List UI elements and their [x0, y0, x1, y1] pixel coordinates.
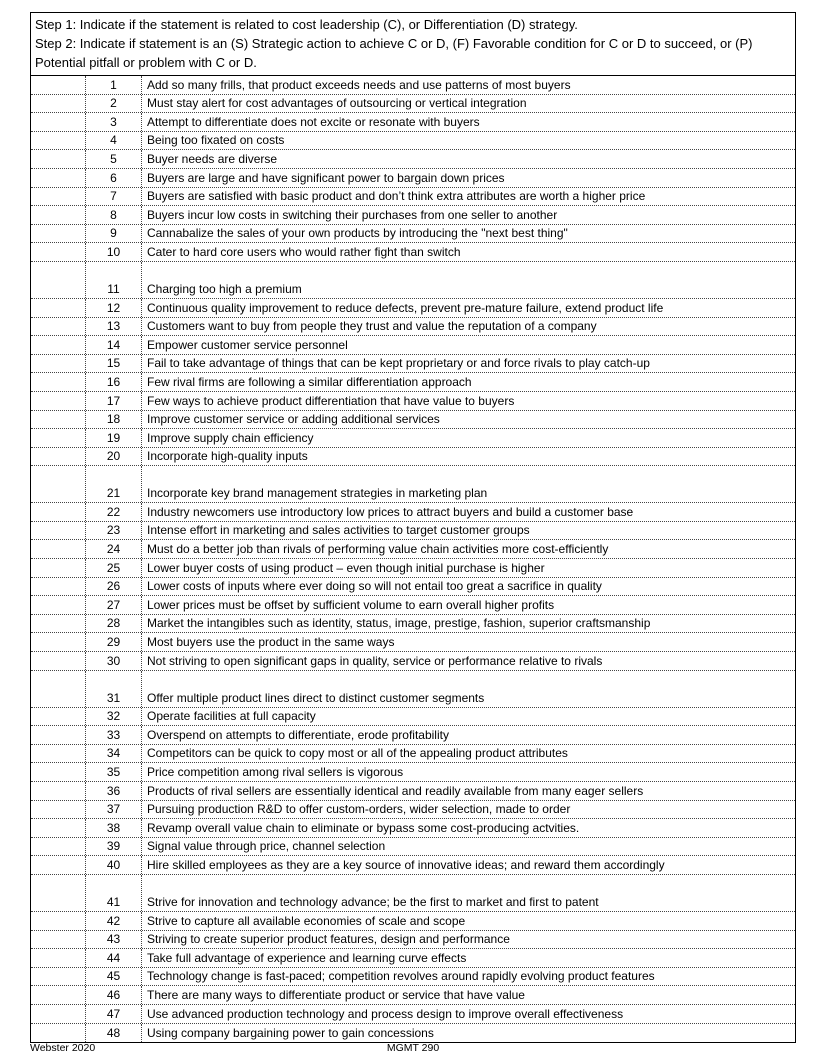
answer-cell[interactable]: [31, 206, 86, 224]
statement-text: Market the intangibles such as identity, status, image, prestige, fashion, superior craftsmanship: [147, 616, 651, 631]
row-number: 34: [86, 745, 142, 763]
row-number: 20: [86, 448, 142, 466]
statement-text: Buyers are satisfied with basic product and don’t think extra attributes are worth a higher price: [147, 189, 646, 204]
table-row: [31, 262, 795, 299]
table-row: [31, 318, 795, 337]
statement-text: Strive to capture all available economies of scale and scope: [147, 913, 466, 928]
row-number: 26: [86, 578, 142, 596]
answer-cell[interactable]: [31, 113, 86, 131]
row-number: 27: [86, 596, 142, 614]
row-number: 5: [86, 150, 142, 168]
row-number: 29: [86, 633, 142, 651]
row-number: 36: [86, 782, 142, 800]
table-row: [31, 448, 795, 467]
row-number: 43: [86, 931, 142, 949]
answer-cell[interactable]: [31, 503, 86, 521]
table-row: [31, 633, 795, 652]
answer-cell[interactable]: [31, 299, 86, 317]
row-number: 1: [86, 76, 142, 94]
table-row: [31, 429, 795, 448]
row-number: 48: [86, 1024, 142, 1043]
statement-text: Signal value through price, channel selection: [147, 839, 386, 854]
row-number: 10: [86, 243, 142, 261]
table-row: [31, 76, 795, 95]
statement-text: Industry newcomers use introductory low prices to attract buyers and build a customer base: [147, 504, 634, 519]
statement-text: Strive for innovation and technology advance; be the first to market and first to patent: [147, 894, 599, 909]
row-number: 11: [86, 262, 142, 298]
answer-cell[interactable]: [31, 392, 86, 410]
statement-text: Improve customer service or adding additional services: [147, 412, 440, 427]
answer-cell[interactable]: [31, 429, 86, 447]
answer-cell[interactable]: [31, 596, 86, 614]
statement-text: Incorporate high-quality inputs: [147, 449, 308, 464]
row-number: 6: [86, 169, 142, 187]
row-number: 40: [86, 856, 142, 874]
table-row: [31, 113, 795, 132]
row-number: 2: [86, 95, 142, 113]
statement-text: Striving to create superior product features, design and performance: [147, 932, 510, 947]
answer-cell[interactable]: [31, 132, 86, 150]
table-row: [31, 540, 795, 559]
row-number: 15: [86, 355, 142, 373]
statement-text: Hire skilled employees as they are a key source of innovative ideas; and reward them accordingly: [147, 857, 665, 872]
answer-cell[interactable]: [31, 318, 86, 336]
table-row: [31, 411, 795, 430]
row-number: 31: [86, 671, 142, 707]
statement-text: Use advanced production technology and process design to improve overall effectiveness: [147, 1006, 624, 1021]
row-number: 42: [86, 912, 142, 930]
statement-text: Pursuing production R&D to offer custom-orders, wider selection, made to order: [147, 802, 571, 817]
answer-cell[interactable]: [31, 76, 86, 94]
instructions-box: [30, 12, 796, 76]
footer-course: MGMT 290: [386, 1042, 440, 1054]
table-row: [31, 652, 795, 671]
statements-table: [30, 76, 796, 1043]
table-row: [31, 95, 795, 114]
statement-text: Most buyers use the product in the same ways: [147, 635, 395, 650]
statement-text: Attempt to differentiate does not excite or resonate with buyers: [147, 114, 480, 129]
answer-cell[interactable]: [31, 169, 86, 187]
statement-text: Improve supply chain efficiency: [147, 430, 314, 445]
statement-text: Lower buyer costs of using product – even though initial purchase is higher: [147, 560, 545, 575]
row-number: 41: [86, 875, 142, 911]
answer-cell[interactable]: [31, 448, 86, 466]
table-row: [31, 726, 795, 745]
answer-cell[interactable]: [31, 986, 86, 1004]
statement-text: Empower customer service personnel: [147, 337, 348, 352]
answer-cell[interactable]: [31, 856, 86, 874]
answer-cell[interactable]: [31, 671, 86, 707]
answer-cell[interactable]: [31, 559, 86, 577]
table-row: [31, 132, 795, 151]
instruction-step1: Step 1: Indicate if the statement is related to cost leadership (C), or Differentiation (D) strategy.: [35, 17, 578, 32]
row-number: 21: [86, 466, 142, 502]
answer-cell[interactable]: [31, 708, 86, 726]
table-row: [31, 336, 795, 355]
statement-text: Operate facilities at full capacity: [147, 709, 316, 724]
table-row: [31, 819, 795, 838]
row-number: 25: [86, 559, 142, 577]
table-row: [31, 169, 795, 188]
table-row: [31, 875, 795, 912]
answer-cell[interactable]: [31, 875, 86, 911]
answer-cell[interactable]: [31, 633, 86, 651]
statement-text: Technology change is fast-paced; competition revolves around rapidly evolving product features: [147, 969, 655, 984]
row-number: 28: [86, 615, 142, 633]
table-row: [31, 355, 795, 374]
table-row: [31, 503, 795, 522]
statement-text: Overspend on attempts to differentiate, erode profitability: [147, 727, 449, 742]
answer-cell[interactable]: [31, 801, 86, 819]
statement-text: Intense effort in marketing and sales activities to target customer groups: [147, 523, 530, 538]
statement-text: Buyers incur low costs in switching their purchases from one seller to another: [147, 207, 558, 222]
answer-cell[interactable]: [31, 949, 86, 967]
row-number: 8: [86, 206, 142, 224]
statement-text: Cannabalize the sales of your own products by introducing the "next best thing": [147, 226, 568, 241]
statement-text: Price competition among rival sellers is vigorous: [147, 765, 404, 779]
statement-text: Competitors can be quick to copy most or all of the appealing product attributes: [147, 746, 568, 761]
answer-cell[interactable]: [31, 262, 86, 298]
row-number: 47: [86, 1005, 142, 1023]
table-row: [31, 671, 795, 708]
answer-cell[interactable]: [31, 336, 86, 354]
table-row: [31, 596, 795, 615]
page-footer: [30, 1040, 796, 1054]
statement-text: Must stay alert for cost advantages of outsourcing or vertical integration: [147, 96, 527, 111]
row-number: 30: [86, 652, 142, 670]
table-row: [31, 745, 795, 764]
statement-text: Products of rival sellers are essentially identical and readily available from many eager sellers: [147, 783, 644, 798]
statement-text: Buyer needs are diverse: [147, 151, 278, 166]
answer-cell[interactable]: [31, 373, 86, 391]
statement-text: Lower prices must be offset by sufficient volume to earn overall higher profits: [147, 597, 555, 612]
row-number: 18: [86, 411, 142, 429]
statement-text: Cater to hard core users who would rather fight than switch: [147, 244, 461, 259]
table-row: [31, 243, 795, 262]
row-number: 35: [86, 763, 142, 781]
answer-cell[interactable]: [31, 578, 86, 596]
row-number: 24: [86, 540, 142, 558]
statement-text: Customers want to buy from people they trust and value the reputation of a company: [147, 319, 597, 334]
answer-cell[interactable]: [31, 968, 86, 986]
statement-text: Fail to take advantage of things that can be kept proprietary or and force rivals to play catch-up: [147, 356, 650, 371]
answer-cell[interactable]: [31, 355, 86, 373]
table-row: [31, 1005, 795, 1024]
statements-table-body: [31, 76, 795, 1042]
statement-text: Take full advantage of experience and learning curve effects: [147, 950, 467, 965]
answer-cell[interactable]: [31, 745, 86, 763]
table-row: [31, 782, 795, 801]
table-row: [31, 150, 795, 169]
row-number: 9: [86, 225, 142, 243]
statement-text: Few ways to achieve product differentiation that have value to buyers: [147, 393, 515, 408]
table-row: [31, 838, 795, 857]
row-number: 19: [86, 429, 142, 447]
table-row: [31, 856, 795, 875]
answer-cell[interactable]: [31, 243, 86, 261]
row-number: 4: [86, 132, 142, 150]
table-row: [31, 392, 795, 411]
table-row: [31, 615, 795, 634]
table-row: [31, 968, 795, 987]
table-row: [31, 931, 795, 950]
answer-cell[interactable]: [31, 838, 86, 856]
statement-text: Being too fixated on costs: [147, 133, 285, 148]
answer-cell[interactable]: [31, 411, 86, 429]
answer-cell[interactable]: [31, 931, 86, 949]
row-number: 13: [86, 318, 142, 336]
answer-cell[interactable]: [31, 466, 86, 502]
row-number: 3: [86, 113, 142, 131]
statement-text: Continuous quality improvement to reduce defects, prevent pre-mature failure, extend product life: [147, 300, 664, 315]
table-row: [31, 559, 795, 578]
table-row: [31, 763, 795, 782]
answer-cell[interactable]: [31, 726, 86, 744]
row-number: 45: [86, 968, 142, 986]
statement-text: Few rival firms are following a similar differentiation approach: [147, 374, 472, 389]
answer-cell[interactable]: [31, 782, 86, 800]
statement-text: Using company bargaining power to gain concessions: [147, 1026, 434, 1041]
answer-cell[interactable]: [31, 522, 86, 540]
answer-cell[interactable]: [31, 819, 86, 837]
row-number: 38: [86, 819, 142, 837]
statement-text: Offer multiple product lines direct to distinct customer segments: [147, 690, 485, 705]
statement-text: There are many ways to differentiate product or service that have value: [147, 987, 525, 1002]
row-number: 14: [86, 336, 142, 354]
row-number: 22: [86, 503, 142, 521]
table-row: [31, 225, 795, 244]
table-row: [31, 373, 795, 392]
table-row: [31, 949, 795, 968]
statement-text: Not striving to open significant gaps in quality, service or performance relative to rivals: [147, 653, 603, 668]
row-number: 16: [86, 373, 142, 391]
footer-author: Webster 2020: [30, 1042, 96, 1054]
table-row: [31, 466, 795, 503]
answer-cell[interactable]: [31, 540, 86, 558]
statement-text: Incorporate key brand management strategies in marketing plan: [147, 486, 488, 501]
row-number: 33: [86, 726, 142, 744]
answer-cell[interactable]: [31, 95, 86, 113]
row-number: 32: [86, 708, 142, 726]
answer-cell[interactable]: [31, 763, 86, 781]
row-number: 37: [86, 801, 142, 819]
answer-cell[interactable]: [31, 188, 86, 206]
table-row: [31, 578, 795, 597]
statement-text: Buyers are large and have significant power to bargain down prices: [147, 170, 505, 185]
statement-text: Charging too high a premium: [147, 281, 302, 296]
table-row: [31, 522, 795, 541]
table-row: [31, 708, 795, 727]
answer-cell[interactable]: [31, 150, 86, 168]
table-row: [31, 206, 795, 225]
worksheet-content: [30, 12, 796, 1043]
table-row: [31, 801, 795, 820]
statement-text: Lower costs of inputs where ever doing so will not entail too great a sacrifice in quality: [147, 579, 602, 594]
table-row: [31, 188, 795, 207]
instruction-step2-cont: Potential pitfall or problem with C or D.: [35, 55, 257, 70]
row-number: 44: [86, 949, 142, 967]
row-number: 39: [86, 838, 142, 856]
row-number: 17: [86, 392, 142, 410]
table-row: [31, 986, 795, 1005]
row-number: 7: [86, 188, 142, 206]
answer-cell[interactable]: [31, 652, 86, 670]
statement-text: Add so many frills, that product exceeds needs and use patterns of most buyers: [147, 77, 571, 92]
answer-cell[interactable]: [31, 1005, 86, 1023]
statement-text: Must do a better job than rivals of performing value chain activities more cost-efficiently: [147, 542, 609, 557]
instruction-step2: Step 2: Indicate if statement is an (S) Strategic action to achieve C or D, (F) Favorable condition for C or D to succeed, or (P): [35, 36, 753, 51]
row-number: 12: [86, 299, 142, 317]
row-number: 46: [86, 986, 142, 1004]
statement-text: Revamp overall value chain to eliminate or bypass some cost-producing actvities.: [147, 820, 580, 835]
answer-cell[interactable]: [31, 225, 86, 243]
table-row: [31, 912, 795, 931]
answer-cell[interactable]: [31, 912, 86, 930]
answer-cell[interactable]: [31, 615, 86, 633]
row-number: 23: [86, 522, 142, 540]
table-row: [31, 299, 795, 318]
